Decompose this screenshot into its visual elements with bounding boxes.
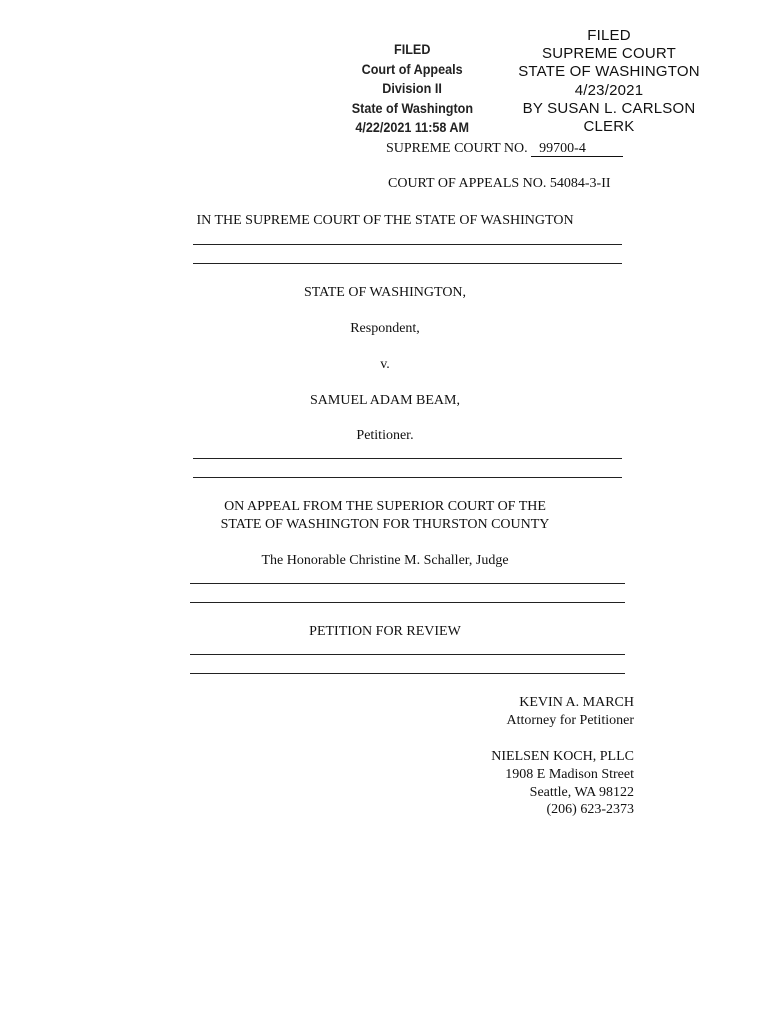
divider-rule	[190, 673, 625, 674]
supreme-court-number-value: 99700-4	[531, 141, 623, 157]
sc-stamp-line: CLERK	[583, 118, 635, 136]
respondent-name: STATE OF WASHINGTON,	[303, 285, 467, 300]
firm-street: 1908 E Madison Street	[505, 766, 634, 782]
respondent-role: Respondent,	[350, 321, 420, 336]
attorney-name: KEVIN A. MARCH	[519, 695, 634, 710]
sc-stamp-line: 4/23/2021	[574, 81, 644, 99]
divider-rule	[190, 602, 625, 603]
divider-rule	[190, 583, 625, 584]
petitioner-role: Petitioner.	[356, 428, 414, 443]
attorney-role: Attorney for Petitioner	[506, 712, 634, 728]
divider-rule	[193, 458, 622, 459]
divider-rule	[193, 244, 622, 245]
divider-rule	[193, 263, 622, 264]
versus-text: v.	[380, 357, 390, 372]
court-heading: IN THE SUPREME COURT OF THE STATE OF WASHINGTON	[196, 213, 574, 228]
court-of-appeals-case-number: COURT OF APPEALS NO. 54084-3-II	[388, 176, 611, 191]
petitioner-name: SAMUEL ADAM BEAM,	[310, 393, 460, 408]
firm-name: NIELSEN KOCH, PLLC	[491, 749, 634, 764]
coa-stamp-line: Division II	[382, 80, 442, 96]
appeal-origin-line-2: STATE OF WASHINGTON FOR THURSTON COUNTY	[220, 517, 550, 532]
judge-line: The Honorable Christine M. Schaller, Judge	[261, 553, 509, 568]
coa-stamp-line: 4/22/2021 11:58 AM	[355, 119, 469, 135]
divider-rule	[190, 654, 625, 655]
firm-block	[491, 748, 634, 819]
supreme-court-number-label: SUPREME COURT NO.	[386, 141, 528, 156]
appeal-origin-line-1: ON APPEAL FROM THE SUPERIOR COURT OF THE	[224, 499, 546, 514]
coa-stamp-line: State of Washington	[351, 99, 473, 116]
divider-rule	[193, 477, 622, 478]
sc-stamp-line: SUPREME COURT	[541, 45, 676, 63]
sc-stamp-line: STATE OF WASHINGTON	[518, 63, 700, 81]
supreme-court-case-number	[386, 141, 623, 157]
sc-stamp-line: BY SUSAN L. CARLSON	[522, 99, 696, 117]
attorney-block	[506, 694, 634, 730]
document-title: PETITION FOR REVIEW	[309, 624, 461, 639]
supreme-court-filed-stamp	[504, 27, 714, 136]
firm-city: Seattle, WA 98122	[529, 784, 634, 800]
coa-stamp-line: Court of Appeals	[361, 60, 463, 77]
court-of-appeals-filed-stamp	[318, 40, 506, 138]
firm-phone: (206) 623-2373	[546, 802, 634, 818]
coa-stamp-line: FILED	[393, 41, 431, 57]
sc-stamp-line: FILED	[587, 27, 631, 44]
